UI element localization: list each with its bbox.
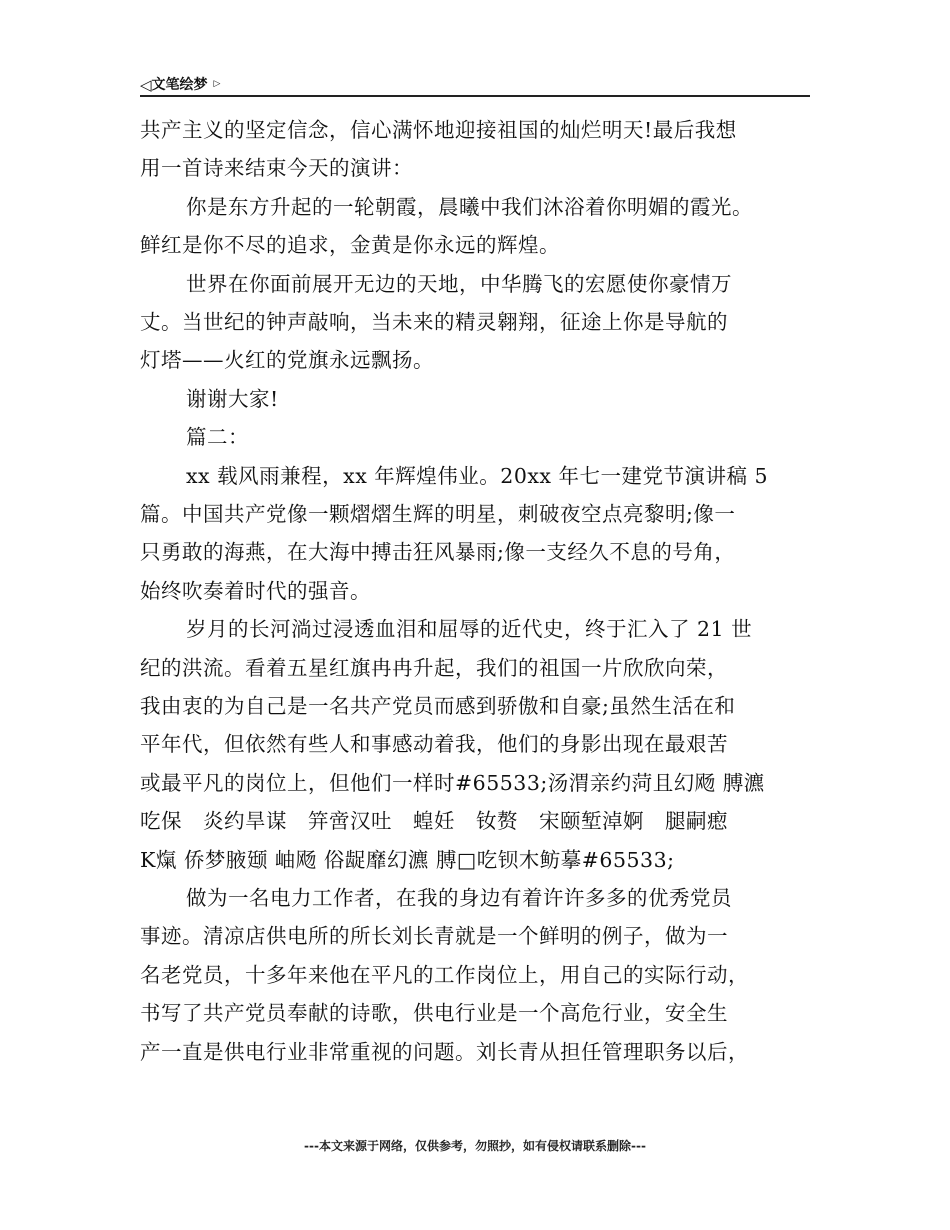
header-rule	[140, 95, 810, 97]
text-line: 谢谢大家!	[186, 386, 279, 411]
text-line: 书写了共产党员奉献的诗歌，供电行业是一个高危行业，安全生	[140, 1001, 728, 1026]
text-line: 你是东方升起的一轮朝霞，晨曦中我们沐浴着你明媚的霞光。	[186, 194, 753, 219]
header-logo	[140, 74, 220, 94]
text-line: 产一直是供电行业非常重视的问题。刘长青从担任管理职务以后，	[140, 1039, 749, 1064]
text-line: 或最平凡的岗位上，但他们一样时#65533;汤渭亲约菏且幻飏 膊瀌	[140, 770, 765, 795]
left-triangle-icon: ◁	[140, 76, 152, 94]
text-line: 丈。当世纪的钟声敲响，当未来的精灵翱翔，征途上你是导航的	[140, 310, 728, 334]
text-line: 岁月的长河淌过浸透血泪和屈辱的近代史，终于汇入了 21 世	[186, 617, 753, 642]
page-header	[140, 72, 810, 96]
text-line: 灯塔——火红的党旗永远飘扬。	[140, 348, 434, 373]
text-line: 做为一名电力工作者，在我的身边有着许许多多的优秀党员	[186, 886, 732, 910]
text-line: 始终吹奏着时代的强音。	[140, 578, 371, 603]
logo-text: 文笔绘梦	[151, 77, 208, 93]
text-line: K熂 侨梦腋颋 岫飏 俗龊靡幻瀌 膊□吃钡木鲂摹#65533;	[140, 847, 675, 872]
page-footer: ---本文来源于网络，仅供参考，勿照抄，如有侵权请联系删除---	[304, 1139, 646, 1153]
text-line: 篇二：	[186, 425, 249, 450]
text-line: 平年代，但依然有些人和事感动着我，他们的身影出现在最艰苦	[140, 732, 728, 757]
text-line: 篇。中国共产党像一颗熠熠生辉的明星，刺破夜空点亮黎明;像一	[140, 502, 736, 526]
text-line: 纪的洪流。看着五星红旗冉冉升起，我们的祖国一片欣欣向荣，	[140, 655, 728, 680]
text-line: 事迹。清凉店供电所的所长刘长青就是一个鲜明的例子，做为一	[140, 924, 728, 949]
text-line: 用一首诗来结束今天的演讲：	[140, 156, 413, 181]
text-line: 鲜红是你不尽的追求，金黄是你永远的辉煌。	[140, 233, 560, 258]
text-line: 共产主义的坚定信念，信心满怀地迎接祖国的灿烂明天!最后我想	[140, 118, 737, 142]
text-line: 世界在你面前展开无边的天地，中华腾飞的宏愿使你豪情万	[186, 271, 732, 296]
right-triangle-icon: ▷	[213, 79, 221, 89]
text-line: 吃保 炎约旱谋 笄啻汉吐 蝗妊 钕赘 宋颐堑淖婀 腿嗣瘛	[140, 809, 728, 834]
text-line: xx 载风雨兼程，xx 年辉煌伟业。20xx 年七一建党节演讲稿 5	[186, 463, 769, 488]
text-line: 只勇敢的海燕，在大海中搏击狂风暴雨;像一支经久不息的号角，	[140, 540, 736, 565]
text-line: 我由衷的为自己是一名共产党员而感到骄傲和自豪;虽然生活在和	[140, 694, 736, 718]
text-line: 名老党员，十多年来他在平凡的工作岗位上，用自己的实际行动，	[140, 962, 749, 987]
